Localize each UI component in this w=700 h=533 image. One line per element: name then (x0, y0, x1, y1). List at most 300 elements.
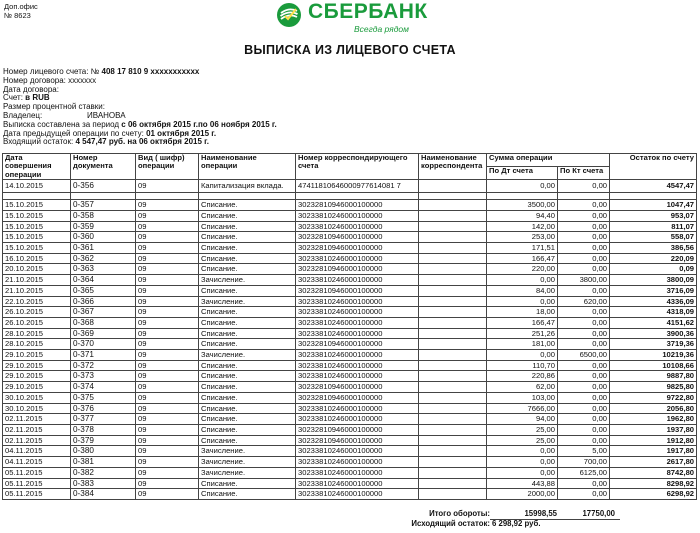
cell-corr-name (419, 392, 487, 403)
spacer-cell (487, 193, 558, 200)
contract-number-label: Номер договора: (3, 75, 66, 85)
cell-credit: 0,00 (558, 424, 610, 435)
cell-debit: 181,00 (487, 339, 558, 350)
cell-corr-account: 30233810246000100000 (296, 446, 419, 457)
cell-credit: 0,00 (558, 392, 610, 403)
closing-balance-value: 6 298,92 руб. (492, 519, 541, 528)
cell-doc: 0-374 (71, 382, 136, 393)
cell-name: Списание. (199, 317, 296, 328)
table-row (3, 467, 697, 478)
statement-table (2, 153, 697, 500)
cell-debit: 0,00 (487, 180, 558, 193)
cell-corr-name (419, 317, 487, 328)
cell-balance: 811,07 (610, 221, 697, 232)
cell-credit: 0,00 (558, 317, 610, 328)
cell-date: 30.10.2015 (3, 392, 71, 403)
spacer-cell (558, 193, 610, 200)
cell-balance: 0,09 (610, 264, 697, 275)
sberbank-logo-icon (276, 2, 302, 28)
cell-corr-name (419, 328, 487, 339)
cell-debit: 142,00 (487, 221, 558, 232)
cell-name: Списание. (199, 360, 296, 371)
cell-corr-name (419, 339, 487, 350)
table-row (3, 200, 697, 211)
cell-corr-name (419, 180, 487, 193)
cell-date: 29.10.2015 (3, 360, 71, 371)
table-row (3, 339, 697, 350)
cell-debit: 94,00 (487, 414, 558, 425)
account-info (3, 68, 277, 147)
cell-date: 02.11.2015 (3, 424, 71, 435)
col-credit: По Кт счета (558, 167, 610, 180)
cell-type: 09 (136, 424, 199, 435)
cell-date: 21.10.2015 (3, 275, 71, 286)
cell-doc: 0-363 (71, 264, 136, 275)
cell-date: 05.11.2015 (3, 478, 71, 489)
cell-balance: 4318,09 (610, 307, 697, 318)
currency-label: Счет: (3, 93, 23, 103)
cell-balance: 1912,80 (610, 435, 697, 446)
brand-name: СБЕРБАНК (308, 0, 428, 23)
cell-name: Зачисление. (199, 296, 296, 307)
prev-operation-label: Дата предыдущей операции по счету: (3, 128, 144, 138)
cell-corr-account: 30232810946000100000 (296, 285, 419, 296)
cell-corr-name (419, 210, 487, 221)
brand-slogan: Всегда рядом (354, 24, 409, 34)
cell-doc: 0-369 (71, 328, 136, 339)
cell-name: Списание. (199, 478, 296, 489)
cell-corr-name (419, 424, 487, 435)
cell-balance: 10108,66 (610, 360, 697, 371)
cell-name: Списание. (199, 221, 296, 232)
cell-corr-account: 30232810946000100000 (296, 424, 419, 435)
cell-name: Списание. (199, 200, 296, 211)
cell-corr-account: 30233810246000100000 (296, 360, 419, 371)
cell-credit: 0,00 (558, 489, 610, 500)
cell-date: 21.10.2015 (3, 285, 71, 296)
cell-credit: 0,00 (558, 200, 610, 211)
cell-balance: 3800,09 (610, 275, 697, 286)
cell-corr-account: 30233810246000100000 (296, 414, 419, 425)
table-row (3, 478, 697, 489)
cell-corr-account: 30232810946000100000 (296, 264, 419, 275)
cell-credit: 0,00 (558, 360, 610, 371)
cell-date: 02.11.2015 (3, 414, 71, 425)
cell-name: Списание. (199, 285, 296, 296)
cell-name: Списание. (199, 339, 296, 350)
cell-type: 09 (136, 392, 199, 403)
col-amount: Сумма операции (487, 154, 610, 167)
cell-corr-account: 30232810946000100000 (296, 339, 419, 350)
cell-type: 09 (136, 478, 199, 489)
owner-label: Владелец: (3, 110, 43, 120)
cell-credit: 700,00 (558, 457, 610, 468)
cell-corr-name (419, 296, 487, 307)
cell-corr-name (419, 446, 487, 457)
cell-debit: 25,00 (487, 435, 558, 446)
col-corr-name: Наименование корреспондента (419, 154, 487, 180)
cell-date: 02.11.2015 (3, 435, 71, 446)
table-row (3, 424, 697, 435)
table-row (3, 275, 697, 286)
cell-doc: 0-372 (71, 360, 136, 371)
row-spacer (3, 193, 697, 200)
cell-doc: 0-370 (71, 339, 136, 350)
cell-name: Списание. (199, 403, 296, 414)
cell-corr-account: 30233810246000100000 (296, 275, 419, 286)
cell-debit: 94,40 (487, 210, 558, 221)
cell-corr-name (419, 350, 487, 361)
cell-corr-name (419, 435, 487, 446)
cell-name: Списание. (199, 382, 296, 393)
closing-balance-label: Исходящий остаток: (411, 519, 490, 528)
cell-doc: 0-383 (71, 478, 136, 489)
cell-balance: 2617,80 (610, 457, 697, 468)
cell-credit: 3800,00 (558, 275, 610, 286)
cell-doc: 0-367 (71, 307, 136, 318)
spacer-cell (199, 193, 296, 200)
table-header (3, 154, 697, 180)
cell-name: Списание. (199, 392, 296, 403)
cell-doc: 0-375 (71, 392, 136, 403)
cell-doc: 0-361 (71, 243, 136, 254)
cell-type: 09 (136, 232, 199, 243)
cell-corr-name (419, 360, 487, 371)
cell-corr-account: 30233810246000100000 (296, 350, 419, 361)
cell-balance: 1917,80 (610, 446, 697, 457)
cell-corr-account: 30233810246000100000 (296, 210, 419, 221)
cell-name: Зачисление. (199, 467, 296, 478)
cell-credit: 0,00 (558, 414, 610, 425)
cell-corr-account: 30233810246000100000 (296, 221, 419, 232)
cell-name: Списание. (199, 253, 296, 264)
cell-corr-name (419, 382, 487, 393)
cell-credit: 0,00 (558, 371, 610, 382)
cell-date: 22.10.2015 (3, 296, 71, 307)
table-row (3, 210, 697, 221)
cell-doc: 0-357 (71, 200, 136, 211)
cell-name: Списание. (199, 307, 296, 318)
table-row (3, 328, 697, 339)
cell-corr-name (419, 275, 487, 286)
cell-corr-account: 47411810646000977614081 7 (296, 180, 419, 193)
cell-date: 29.10.2015 (3, 350, 71, 361)
cell-corr-account: 30233810246000100000 (296, 253, 419, 264)
cell-balance: 9887,80 (610, 371, 697, 382)
cell-debit: 2000,00 (487, 489, 558, 500)
cell-balance: 3716,09 (610, 285, 697, 296)
cell-type: 09 (136, 360, 199, 371)
cell-debit: 25,00 (487, 424, 558, 435)
cell-date: 26.10.2015 (3, 317, 71, 328)
cell-balance: 9825,80 (610, 382, 697, 393)
cell-corr-account: 30233810246000100000 (296, 403, 419, 414)
table-row (3, 180, 697, 193)
cell-corr-name (419, 253, 487, 264)
cell-doc: 0-368 (71, 317, 136, 328)
table-row (3, 392, 697, 403)
cell-date: 30.10.2015 (3, 403, 71, 414)
cell-credit: 0,00 (558, 243, 610, 254)
cell-corr-account: 30233810246000100000 (296, 328, 419, 339)
cell-corr-name (419, 221, 487, 232)
cell-debit: 0,00 (487, 457, 558, 468)
cell-date: 28.10.2015 (3, 328, 71, 339)
cell-type: 09 (136, 200, 199, 211)
cell-date: 15.10.2015 (3, 200, 71, 211)
cell-doc: 0-365 (71, 285, 136, 296)
cell-balance: 558,07 (610, 232, 697, 243)
cell-balance: 3719,36 (610, 339, 697, 350)
cell-corr-name (419, 371, 487, 382)
contract-number: xxxxxxx (68, 75, 97, 85)
cell-corr-name (419, 457, 487, 468)
cell-name: Списание. (199, 371, 296, 382)
cell-date: 05.11.2015 (3, 467, 71, 478)
cell-credit: 620,00 (558, 296, 610, 307)
cell-doc: 0-360 (71, 232, 136, 243)
cell-corr-name (419, 403, 487, 414)
cell-doc: 0-356 (71, 180, 136, 193)
col-name: Наименование операции (199, 154, 296, 180)
cell-credit: 0,00 (558, 339, 610, 350)
cell-corr-account: 30233810246000100000 (296, 371, 419, 382)
cell-type: 09 (136, 264, 199, 275)
cell-corr-account: 30233810246000100000 (296, 296, 419, 307)
cell-date: 15.10.2015 (3, 210, 71, 221)
cell-debit: 253,00 (487, 232, 558, 243)
cell-type: 09 (136, 371, 199, 382)
cell-credit: 0,00 (558, 403, 610, 414)
table-row (3, 489, 697, 500)
cell-corr-name (419, 285, 487, 296)
interest-rate-label: Размер процентной ставки: (3, 102, 105, 112)
cell-balance: 9722,80 (610, 392, 697, 403)
cell-doc: 0-358 (71, 210, 136, 221)
cell-type: 09 (136, 180, 199, 193)
cell-date: 28.10.2015 (3, 339, 71, 350)
table-row (3, 350, 697, 361)
spacer-cell (3, 193, 71, 200)
cell-name: Списание. (199, 414, 296, 425)
cell-type: 09 (136, 307, 199, 318)
totals-debit: 15998,55 (524, 509, 557, 518)
cell-type: 09 (136, 328, 199, 339)
cell-corr-account: 30232810946000100000 (296, 392, 419, 403)
spacer-cell (296, 193, 419, 200)
account-number-label: Номер лицевого счета: № (3, 67, 100, 76)
cell-credit: 0,00 (558, 307, 610, 318)
cell-balance: 8742,80 (610, 467, 697, 478)
cell-credit: 6125,00 (558, 467, 610, 478)
spacer-cell (419, 193, 487, 200)
cell-credit: 0,00 (558, 478, 610, 489)
cell-balance: 1962,80 (610, 414, 697, 425)
table-row (3, 296, 697, 307)
cell-date: 15.10.2015 (3, 221, 71, 232)
cell-type: 09 (136, 414, 199, 425)
cell-name: Списание. (199, 264, 296, 275)
cell-credit: 0,00 (558, 180, 610, 193)
table-row (3, 285, 697, 296)
cell-name: Капитализация вклада. (199, 180, 296, 193)
totals (0, 507, 700, 531)
opening-balance-label: Входящий остаток: (3, 137, 74, 147)
cell-debit: 7666,00 (487, 403, 558, 414)
table-row (3, 317, 697, 328)
cell-balance: 10219,36 (610, 350, 697, 361)
cell-name: Списание. (199, 435, 296, 446)
cell-doc: 0-364 (71, 275, 136, 286)
cell-credit: 0,00 (558, 232, 610, 243)
cell-doc: 0-376 (71, 403, 136, 414)
cell-type: 09 (136, 317, 199, 328)
sberbank-logo (276, 0, 436, 36)
cell-balance: 6298,92 (610, 489, 697, 500)
cell-debit: 166,47 (487, 317, 558, 328)
cell-name: Списание. (199, 424, 296, 435)
cell-type: 09 (136, 243, 199, 254)
cell-doc: 0-384 (71, 489, 136, 500)
cell-corr-account: 30232810946000100000 (296, 200, 419, 211)
cell-debit: 443,88 (487, 478, 558, 489)
table-row (3, 435, 697, 446)
cell-name: Зачисление. (199, 446, 296, 457)
cell-name: Списание. (199, 243, 296, 254)
cell-corr-name (419, 489, 487, 500)
table-row (3, 221, 697, 232)
totals-credit: 17750,00 (582, 509, 615, 518)
cell-type: 09 (136, 435, 199, 446)
cell-credit: 0,00 (558, 435, 610, 446)
totals-label: Итого обороты: (429, 509, 490, 518)
table-row (3, 307, 697, 318)
cell-type: 09 (136, 403, 199, 414)
cell-balance: 4151,62 (610, 317, 697, 328)
cell-corr-account: 30233810246000100000 (296, 457, 419, 468)
cell-balance: 2056,80 (610, 403, 697, 414)
cell-doc: 0-380 (71, 446, 136, 457)
prev-operation-date: 01 октября 2015 г. (146, 128, 217, 138)
period-value: с 06 октября 2015 г.по 06 ноября 2015 г. (121, 119, 277, 129)
cell-debit: 84,00 (487, 285, 558, 296)
cell-type: 09 (136, 210, 199, 221)
table-row (3, 264, 697, 275)
cell-debit: 0,00 (487, 275, 558, 286)
cell-credit: 0,00 (558, 285, 610, 296)
office-info (4, 2, 38, 20)
cell-debit: 220,00 (487, 264, 558, 275)
cell-debit: 220,86 (487, 371, 558, 382)
period-label: Выписка составлена за период (3, 119, 120, 129)
cell-corr-account: 30233810246000100000 (296, 307, 419, 318)
cell-name: Зачисление. (199, 350, 296, 361)
cell-date: 26.10.2015 (3, 307, 71, 318)
cell-debit: 0,00 (487, 350, 558, 361)
cell-doc: 0-362 (71, 253, 136, 264)
col-doc: Номер документа (71, 154, 136, 180)
cell-corr-name (419, 307, 487, 318)
cell-credit: 6500,00 (558, 350, 610, 361)
cell-corr-account: 30232810946000100000 (296, 382, 419, 393)
cell-corr-account: 30233810246000100000 (296, 317, 419, 328)
col-balance: Остаток по счету (610, 154, 697, 180)
table-row (3, 446, 697, 457)
cell-balance: 953,07 (610, 210, 697, 221)
cell-date: 15.10.2015 (3, 243, 71, 254)
currency-value: в RUB (25, 93, 50, 103)
cell-doc: 0-382 (71, 467, 136, 478)
table-row (3, 414, 697, 425)
cell-debit: 110,70 (487, 360, 558, 371)
cell-date: 29.10.2015 (3, 371, 71, 382)
spacer-cell (136, 193, 199, 200)
table-row (3, 382, 697, 393)
office-number: № 8623 (4, 11, 31, 20)
cell-name: Списание. (199, 328, 296, 339)
office-label: Доп.офис (4, 2, 38, 11)
cell-corr-name (419, 478, 487, 489)
col-date: Дата совершения операции (3, 154, 71, 180)
owner-name: ИВАНОВА (87, 110, 126, 120)
cell-type: 09 (136, 489, 199, 500)
cell-type: 09 (136, 457, 199, 468)
cell-type: 09 (136, 275, 199, 286)
col-debit: По Дт счета (487, 167, 558, 180)
cell-date: 14.10.2015 (3, 180, 71, 193)
spacer-cell (610, 193, 697, 200)
cell-credit: 0,00 (558, 253, 610, 264)
cell-type: 09 (136, 446, 199, 457)
table-row (3, 403, 697, 414)
table-body (3, 180, 697, 500)
cell-date: 04.11.2015 (3, 457, 71, 468)
cell-type: 09 (136, 382, 199, 393)
cell-debit: 0,00 (487, 296, 558, 307)
cell-credit: 5,00 (558, 446, 610, 457)
col-corr-account: Номер корреспондирующего счета (296, 154, 419, 180)
cell-corr-account: 30233810246000100000 (296, 467, 419, 478)
cell-credit: 0,00 (558, 264, 610, 275)
spacer-cell (71, 193, 136, 200)
cell-doc: 0-381 (71, 457, 136, 468)
cell-corr-name (419, 200, 487, 211)
cell-corr-account: 30233810246000100000 (296, 478, 419, 489)
cell-doc: 0-379 (71, 435, 136, 446)
cell-corr-name (419, 467, 487, 478)
table-row (3, 243, 697, 254)
cell-balance: 3900,36 (610, 328, 697, 339)
page-title: ВЫПИСКА ИЗ ЛИЦЕВОГО СЧЕТА (244, 43, 456, 57)
cell-name: Зачисление. (199, 275, 296, 286)
cell-type: 09 (136, 350, 199, 361)
cell-date: 20.10.2015 (3, 264, 71, 275)
cell-balance: 220,09 (610, 253, 697, 264)
cell-corr-account: 30232810946000100000 (296, 232, 419, 243)
cell-date: 05.11.2015 (3, 489, 71, 500)
cell-debit: 0,00 (487, 446, 558, 457)
cell-credit: 0,00 (558, 221, 610, 232)
cell-debit: 0,00 (487, 467, 558, 478)
cell-type: 09 (136, 467, 199, 478)
cell-corr-account: 30232810946000100000 (296, 243, 419, 254)
cell-credit: 0,00 (558, 328, 610, 339)
cell-debit: 103,00 (487, 392, 558, 403)
opening-balance-value: 4 547,47 руб. на 06 октября 2015 г. (75, 137, 209, 147)
cell-debit: 171,51 (487, 243, 558, 254)
contract-date-label: Дата договора: (3, 84, 59, 94)
cell-debit: 62,00 (487, 382, 558, 393)
